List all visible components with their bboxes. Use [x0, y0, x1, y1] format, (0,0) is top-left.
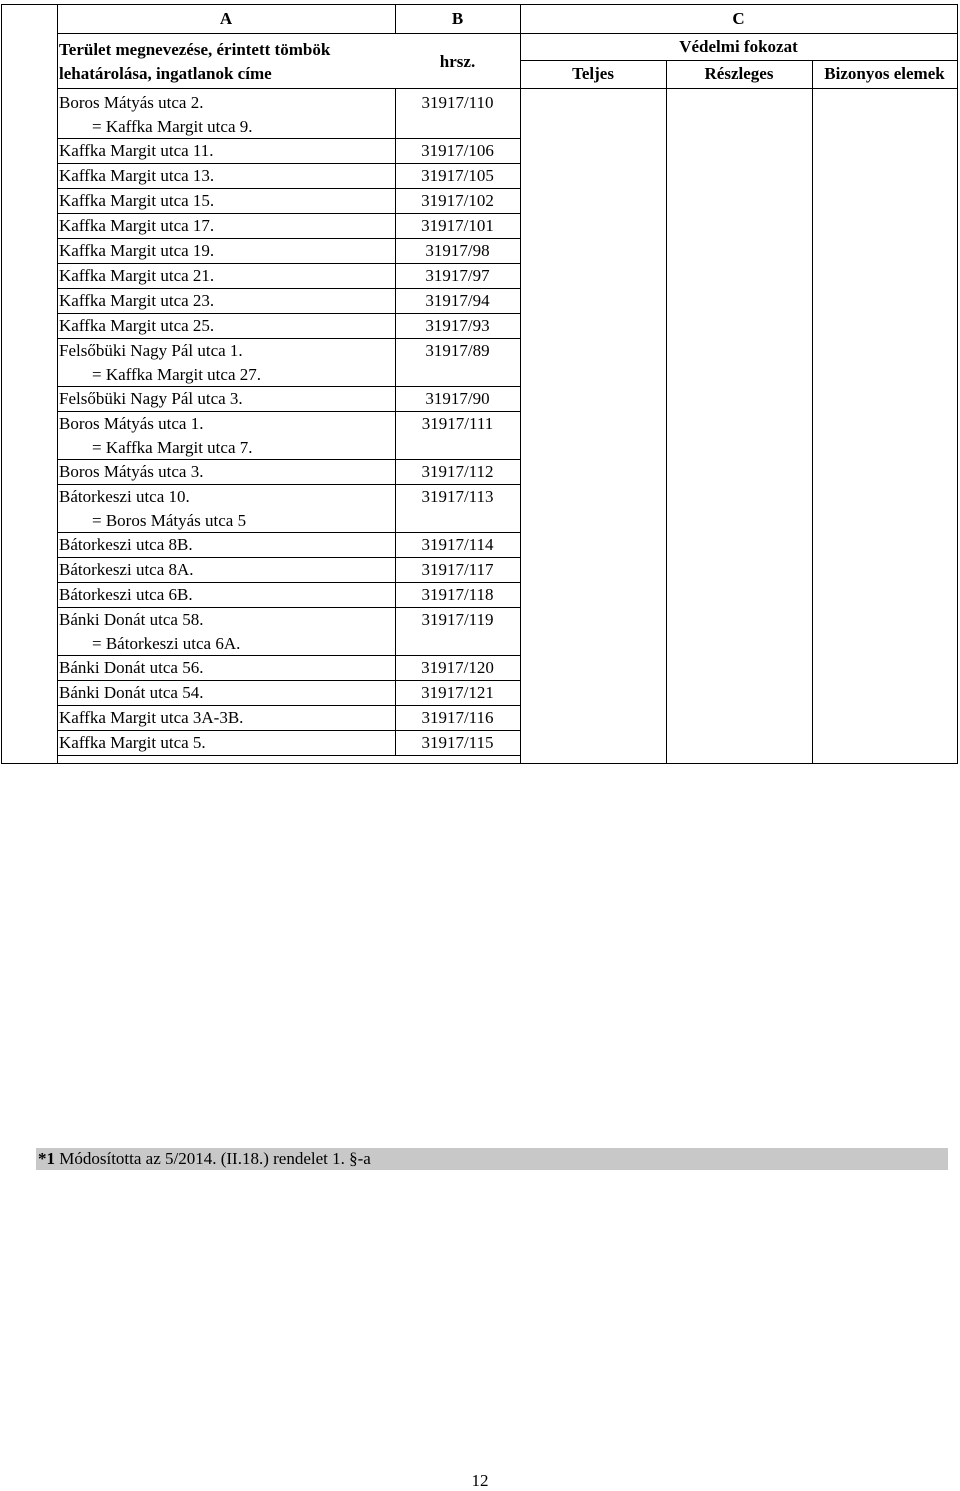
row-hrsz: 31917/121 — [421, 683, 494, 702]
hrsz-header: hrsz. — [439, 52, 476, 71]
protection-level-header: Védelmi fokozat — [679, 37, 798, 56]
row-address-alias: = Bátorkeszi utca 6A. — [92, 634, 241, 653]
row-address: Bánki Donát utca 56. — [59, 658, 204, 677]
row-hrsz: 31917/90 — [425, 389, 490, 408]
footnote-mark: *1 — [38, 1149, 55, 1168]
partial-protection-header: Részleges — [704, 64, 774, 83]
row-address: Kaffka Margit utca 17. — [59, 216, 215, 235]
row-hrsz: 31917/106 — [421, 141, 494, 160]
row-hrsz: 31917/101 — [421, 216, 494, 235]
column-b-c-border — [520, 4, 521, 764]
row-hrsz: 31917/111 — [421, 414, 494, 433]
column-letter-c: C — [732, 9, 745, 28]
table-top-border — [1, 4, 958, 5]
row-address: Kaffka Margit utca 15. — [59, 191, 215, 210]
row-address: Bátorkeszi utca 6B. — [59, 585, 193, 604]
row-hrsz: 31917/102 — [421, 191, 494, 210]
row-hrsz: 31917/115 — [421, 733, 494, 752]
row-hrsz: 31917/120 — [421, 658, 494, 677]
row-address: Bátorkeszi utca 8A. — [59, 560, 194, 579]
row-address-alias: = Boros Mátyás utca 5 — [92, 511, 247, 530]
column-letter-a: A — [219, 9, 233, 28]
row-address: Kaffka Margit utca 5. — [59, 733, 206, 752]
column-letter-b: B — [451, 9, 464, 28]
row-address-alias: = Kaffka Margit utca 7. — [92, 438, 253, 457]
row-hrsz: 31917/89 — [425, 341, 490, 360]
row-address: Boros Mátyás utca 1. — [59, 414, 204, 433]
column-partial-certain-border — [812, 60, 813, 764]
row-hrsz: 31917/114 — [421, 535, 494, 554]
column-a-b-border-top — [395, 4, 396, 33]
header-divider — [57, 33, 958, 34]
area-header-line2: lehatárolása, ingatlanok címe — [59, 64, 272, 83]
row-hrsz: 31917/94 — [425, 291, 490, 310]
header-bottom-border — [57, 88, 521, 89]
row-address: Kaffka Margit utca 23. — [59, 291, 215, 310]
row-address: Kaffka Margit utca 13. — [59, 166, 215, 185]
row-hrsz: 31917/118 — [421, 585, 494, 604]
row-hrsz: 31917/98 — [425, 241, 490, 260]
row-address-alias: = Kaffka Margit utca 9. — [92, 117, 253, 136]
row-hrsz: 31917/117 — [421, 560, 494, 579]
full-protection-header: Teljes — [572, 64, 614, 83]
column-a-b-border — [395, 88, 396, 755]
table-right-border — [957, 4, 958, 764]
row-address: Boros Mátyás utca 3. — [59, 462, 204, 481]
protection-header-bottom-border — [520, 88, 958, 89]
column-full-partial-border — [666, 60, 667, 764]
row-address: Bánki Donát utca 54. — [59, 683, 204, 702]
area-header-line1: Terület megnevezése, érintett tömbök — [59, 40, 331, 59]
row-hrsz: 31917/105 — [421, 166, 494, 185]
row-hrsz: 31917/97 — [425, 266, 490, 285]
footnote-text: Módosította az 5/2014. (II.18.) rendelet 1. §-a — [55, 1149, 371, 1168]
certain-elements-header: Bizonyos elemek — [824, 64, 945, 83]
row-divider — [57, 755, 521, 756]
row-address: Bátorkeszi utca 10. — [59, 487, 190, 506]
page-number: 12 — [471, 1471, 489, 1490]
row-address: Bánki Donát utca 58. — [59, 610, 204, 629]
row-address: Kaffka Margit utca 21. — [59, 266, 215, 285]
row-address: Felsőbüki Nagy Pál utca 1. — [59, 341, 243, 360]
row-address: Felsőbüki Nagy Pál utca 3. — [59, 389, 243, 408]
protection-subheader-divider — [520, 60, 958, 61]
row-hrsz: 31917/116 — [421, 708, 494, 727]
footnote — [36, 1148, 948, 1170]
row-hrsz: 31917/110 — [421, 93, 494, 112]
row-address: Kaffka Margit utca 11. — [59, 141, 214, 160]
row-address: Kaffka Margit utca 19. — [59, 241, 215, 260]
row-hrsz: 31917/112 — [421, 462, 494, 481]
row-address: Boros Mátyás utca 2. — [59, 93, 204, 112]
row-address: Kaffka Margit utca 25. — [59, 316, 215, 335]
row-hrsz: 31917/93 — [425, 316, 490, 335]
row-address-alias: = Kaffka Margit utca 27. — [92, 365, 261, 384]
column-a-left-border — [57, 4, 58, 764]
row-hrsz: 31917/119 — [421, 610, 494, 629]
table-bottom-border — [1, 763, 958, 764]
row-address: Bátorkeszi utca 8B. — [59, 535, 193, 554]
table-left-border — [1, 4, 2, 764]
row-hrsz: 31917/113 — [421, 487, 494, 506]
row-address: Kaffka Margit utca 3A-3B. — [59, 708, 244, 727]
